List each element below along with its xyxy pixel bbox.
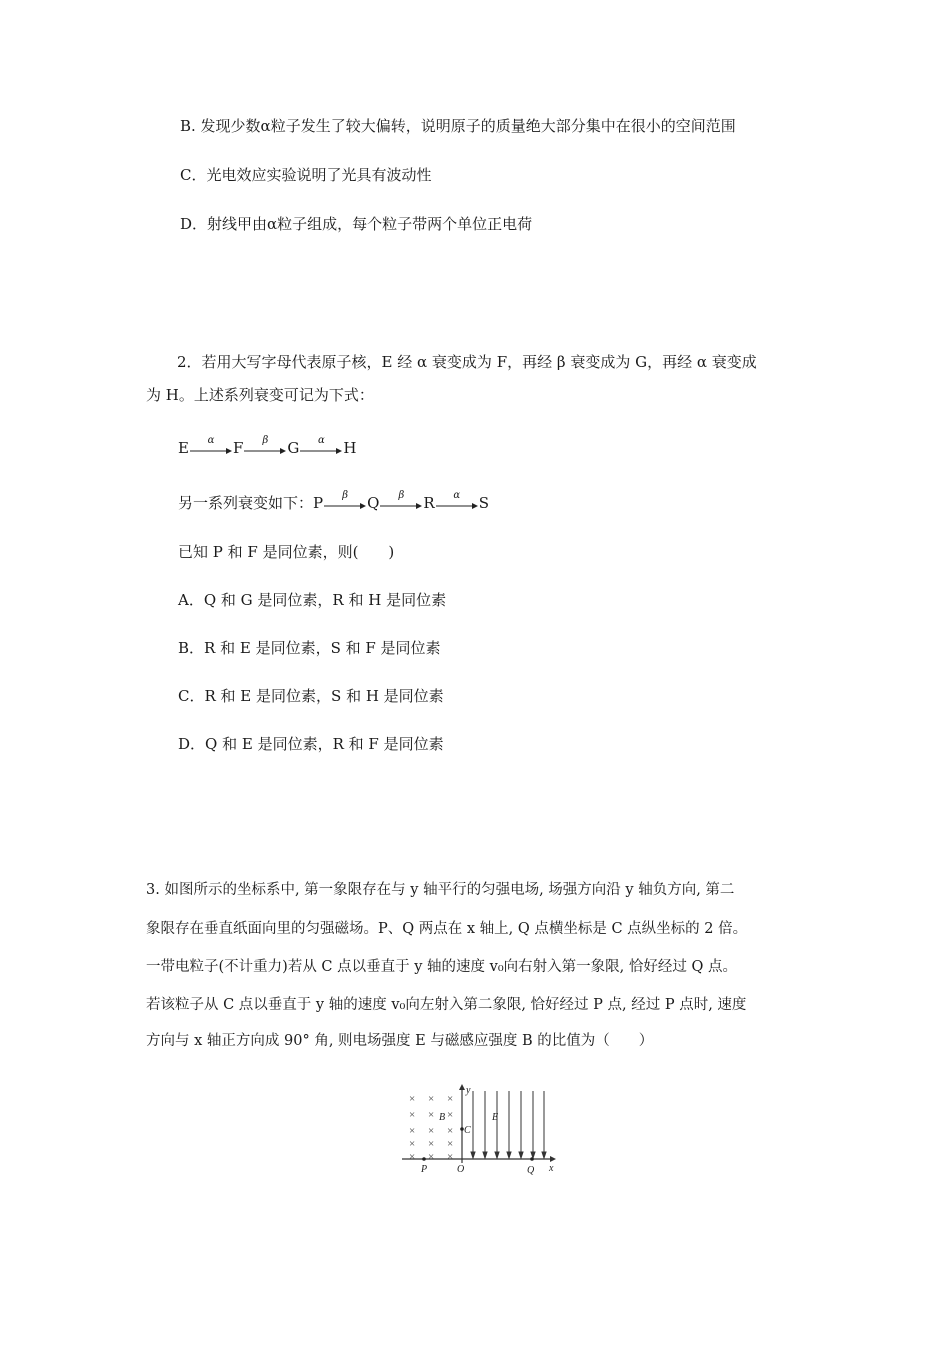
point-c-label: C [464,1125,471,1136]
chain1-arrow-alpha-2 [300,435,342,458]
cross: × [409,1109,416,1121]
decay-chain-2 [178,490,489,513]
point-q-label: Q [527,1165,535,1176]
electric-field-lines [471,1091,546,1158]
q3-line5: 方向与 x 轴正方向成 90° 角, 则电场强度 E 与磁感应强度 B 的比值为（ ） [146,1033,654,1049]
cross: × [428,1125,435,1137]
q1-option-d: D．射线甲由α粒子组成，每个粒子带两个单位正电荷 [180,215,533,233]
chain1-arrow-beta [244,435,286,458]
chain2-nucleus-q: Q [367,494,380,512]
chain2-arrow-beta-2 [380,490,422,513]
point-q [530,1157,534,1161]
q2-option-a: A．Q 和 G 是同位素，R 和 H 是同位素 [178,591,447,609]
point-p-label: P [421,1164,428,1175]
chain2-nucleus-s: S [478,494,489,512]
cross: × [409,1093,416,1105]
chain2-prefix: 另一系列衰变如下： [178,494,314,512]
chain2-arrow3-label: α [453,490,461,501]
chain2-nucleus-r: R [423,494,435,512]
q2-known: 已知 P 和 F 是同位素，则( ) [178,543,395,561]
chain1-nucleus-h: H [343,439,357,457]
cross: × [447,1093,454,1105]
x-axis-label: x [549,1163,554,1174]
e-field-label: E [492,1112,499,1123]
chain1-nucleus-g: G [287,439,300,457]
cross: × [409,1138,416,1150]
cross: × [428,1109,435,1121]
q1-option-c: C．光电效应实验说明了光具有波动性 [180,166,432,184]
chain2-arrow1-label: β [342,490,348,501]
chain1-nucleus-f: F [232,439,244,457]
cross: × [447,1125,454,1137]
q2-stem-line1: 2．若用大写字母代表原子核，E 经 α 衰变成为 F，再经 β 衰变成为 G，再经 α 衰变成 [177,353,757,371]
field-diagram [398,1083,558,1182]
q1-option-b: B. 发现少数α粒子发生了较大偏转，说明原子的质量绝大部分集中在很小的空间范围 [180,117,736,135]
chain1-nucleus-e: E [178,439,189,457]
chain1-arrow1-label: α [207,435,215,446]
cross: × [447,1151,454,1163]
chain2-arrow-beta [324,490,366,513]
cross: × [428,1138,435,1150]
cross: × [428,1093,435,1105]
q3-line2: 象限存在垂直纸面向里的匀强磁场。P、Q 两点在 x 轴上, Q 点横坐标是 C 点纵坐标的 2 倍。 [146,921,748,937]
cross: × [409,1125,416,1137]
b-field-label: B [439,1112,446,1123]
point-p [422,1157,426,1161]
q3-line3: 一带电粒子(不计重力)若从 C 点以垂直于 y 轴的速度 v₀向右射入第一象限, 恰好经过 Q 点。 [146,959,737,975]
q2-option-d: D．Q 和 E 是同位素，R 和 F 是同位素 [178,735,444,753]
q3-line4: 若该粒子从 C 点以垂直于 y 轴的速度 v₀向左射入第二象限, 恰好经过 P 点, 经过 P 点时, 速度 [146,997,747,1013]
decay-chain-1 [178,435,357,458]
chain1-arrow3-label: α [317,435,325,446]
q2-option-b: B．R 和 E 是同位素，S 和 F 是同位素 [178,639,441,657]
chain2-nucleus-p: P [313,494,324,512]
chain2-arrow2-label: β [398,490,405,501]
chain1-arrow-alpha [190,435,232,458]
cross: × [409,1151,416,1163]
y-axis-arrowhead [459,1084,465,1090]
chain2-arrow-alpha [436,490,478,513]
q2-stem-line2: 为 H。上述系列衰变可记为下式： [146,386,374,404]
q2-option-c: C．R 和 E 是同位素，S 和 H 是同位素 [178,687,444,705]
magnetic-field-crosses [409,1093,453,1163]
cross: × [447,1109,454,1121]
origin-label: O [457,1164,465,1175]
y-axis-label: y [466,1085,471,1096]
x-axis-arrowhead [550,1156,556,1162]
chain1-arrow2-label: β [262,435,269,446]
q3-line1: 3. 如图所示的坐标系中, 第一象限存在与 y 轴平行的匀强电场, 场强方向沿 y 轴负方向, 第二 [146,882,735,898]
cross: × [447,1138,454,1150]
cross: × [428,1151,435,1163]
